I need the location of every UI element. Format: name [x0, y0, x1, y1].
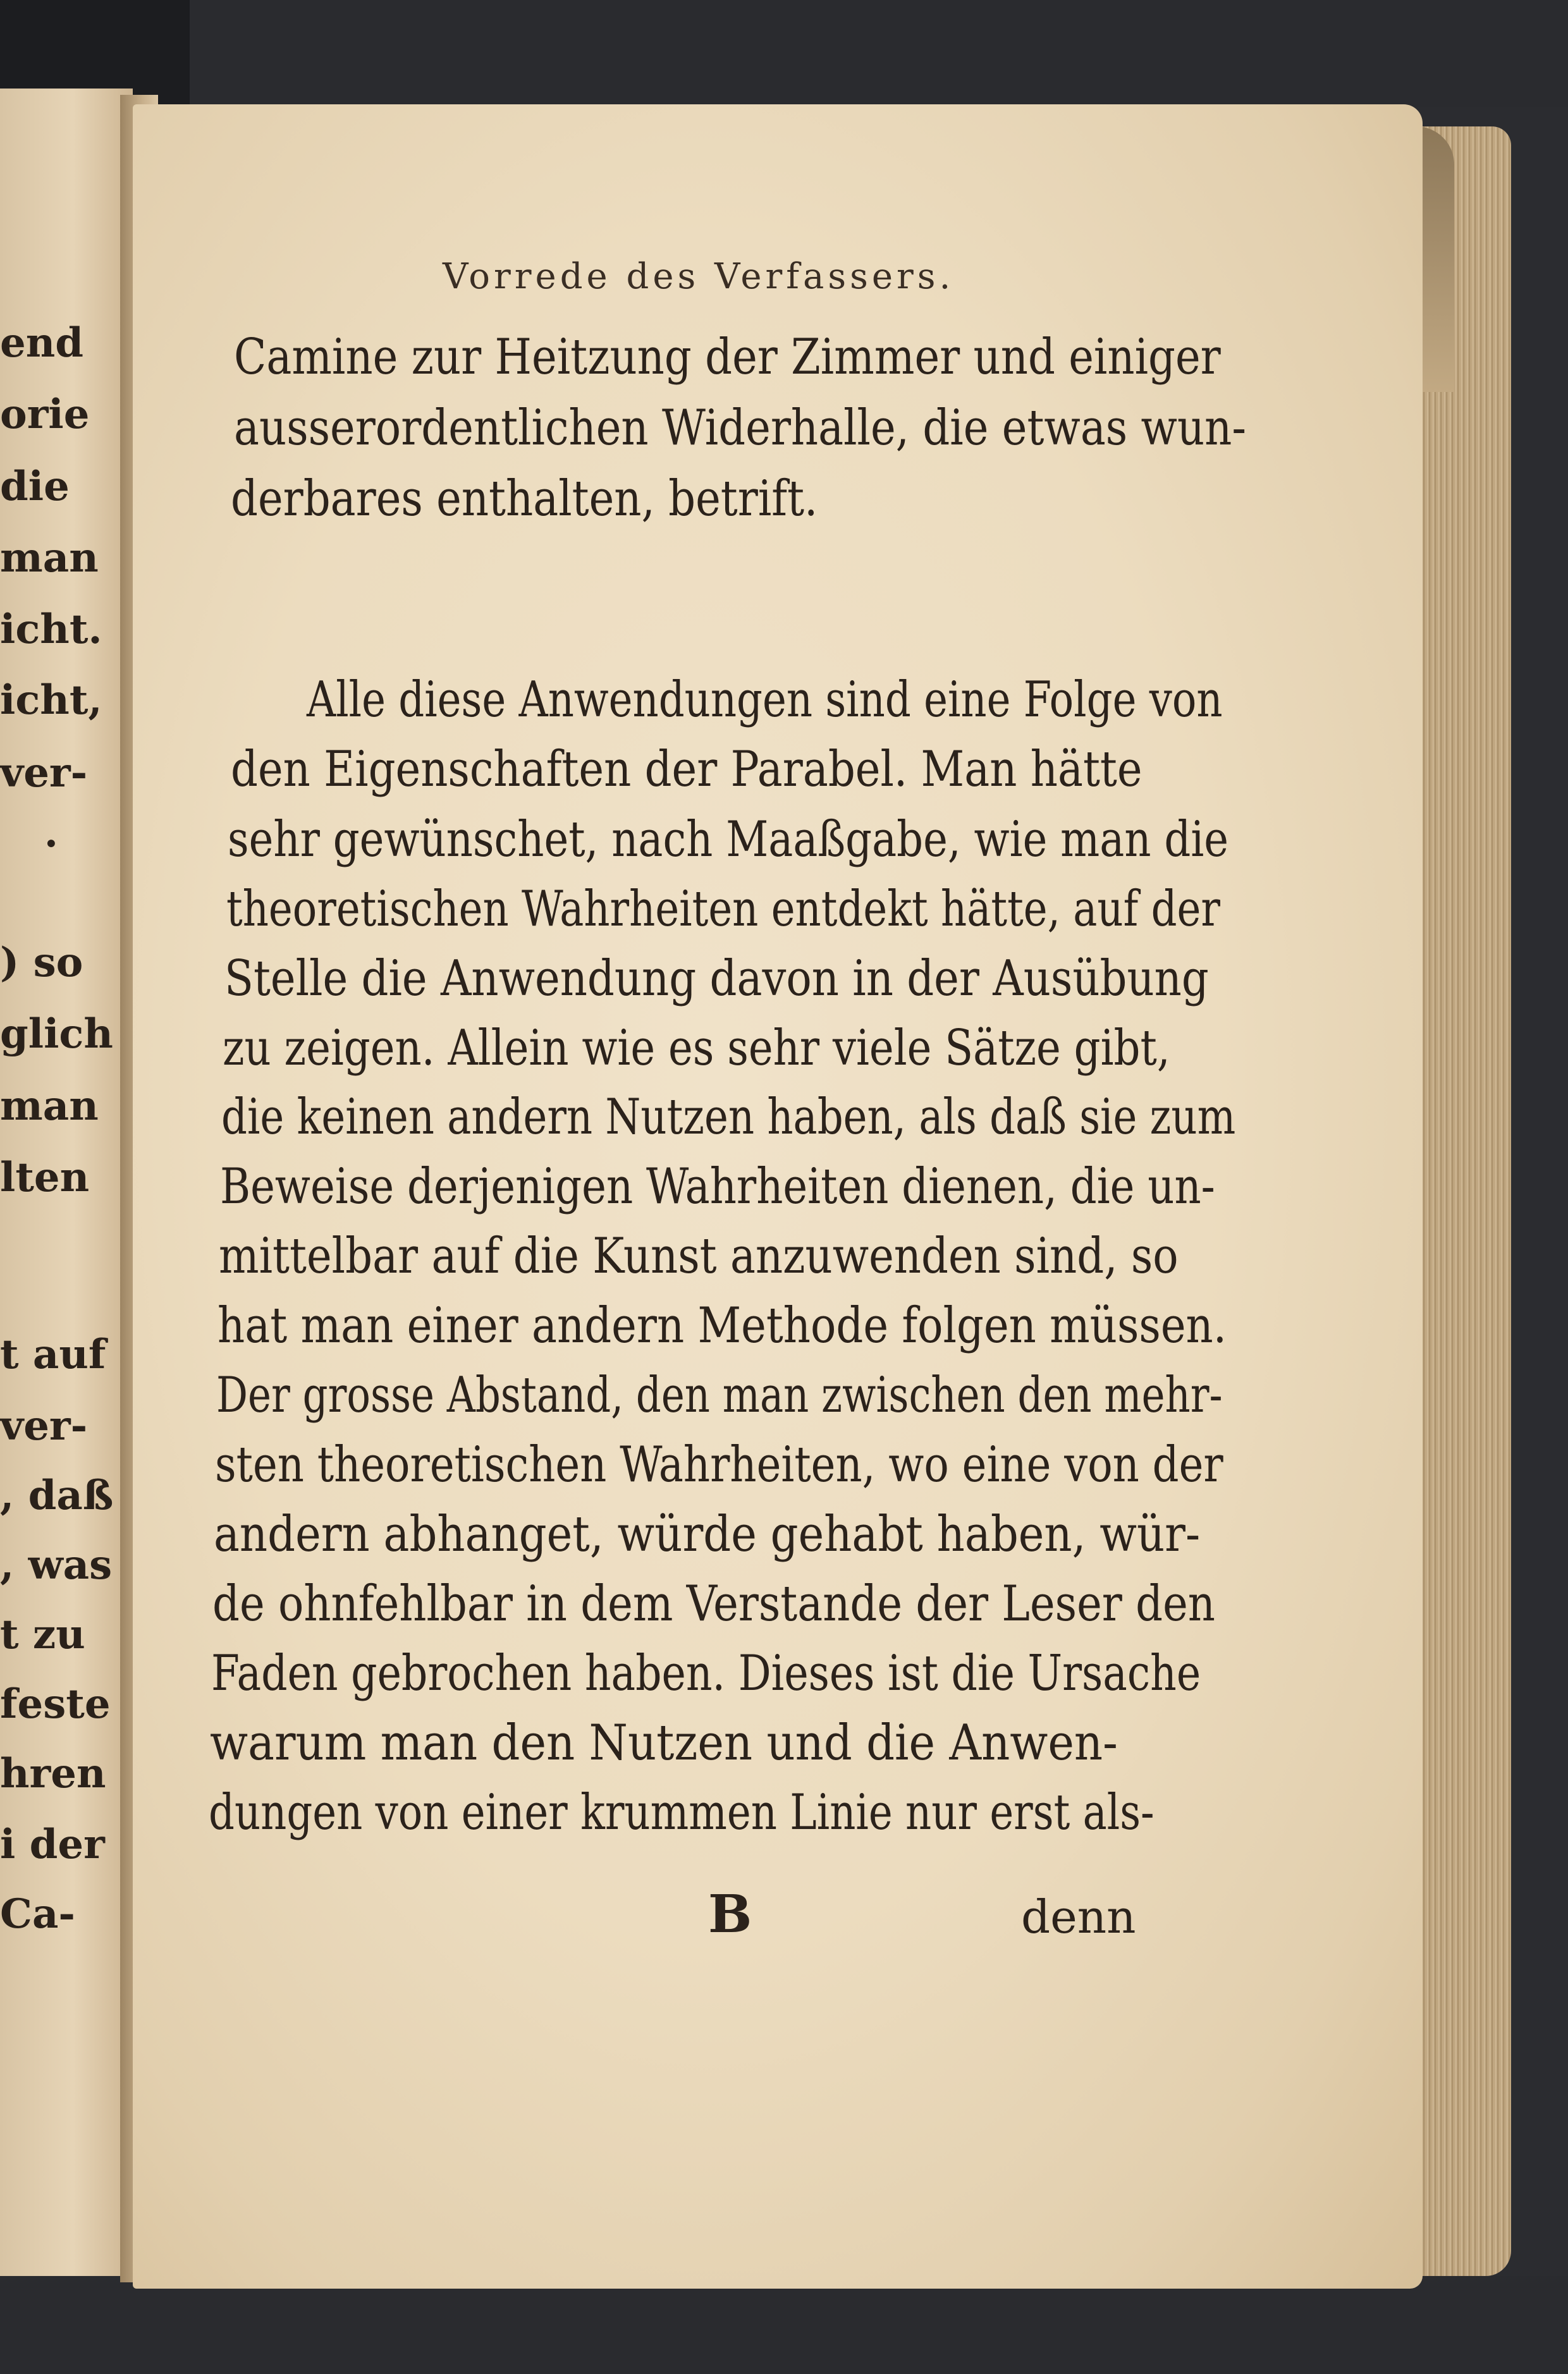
left-page-fragment: end	[0, 319, 83, 367]
background-bottom	[0, 2276, 1568, 2374]
running-header: Vorrede des Verfassers.	[443, 256, 955, 297]
text-line: sten theoretischen Wahrheiten, wo eine von der	[215, 1436, 1223, 1493]
text-line: sehr gewünschet, nach Maaßgabe, wie man die	[228, 811, 1229, 868]
left-page-fragment: orie	[0, 391, 90, 438]
left-page-fragment: die	[0, 463, 70, 510]
catchword: denn	[1021, 1890, 1136, 1943]
left-page-fragment: feste	[0, 1680, 111, 1728]
text-line: Beweise derjenigen Wahrheiten dienen, die un-	[220, 1158, 1215, 1215]
left-page-fragment: ver-	[0, 1402, 88, 1450]
text-line: derbares enthalten, betrift.	[231, 470, 818, 527]
text-line: mittelbar auf die Kunst anzuwenden sind, so	[219, 1228, 1179, 1285]
left-page-fragment: ) so	[0, 939, 83, 986]
text-line: hat man einer andern Methode folgen müssen.	[217, 1297, 1227, 1354]
left-page-fragment: man	[0, 534, 99, 582]
left-page-fragment: .	[44, 809, 58, 857]
left-page-fragment: man	[0, 1082, 99, 1130]
left-page-fragment: , daß	[0, 1472, 114, 1519]
text-line: Faden gebrochen haben. Dieses ist die Ursache	[211, 1645, 1201, 1702]
text-line: den Eigenschaften der Parabel. Man hätte	[231, 741, 1142, 798]
left-page-fragment: lten	[0, 1154, 90, 1201]
left-page-fragment: icht,	[0, 676, 102, 724]
background-top	[0, 0, 1568, 107]
signature-mark: B	[708, 1884, 752, 1945]
left-page-fragment: t zu	[0, 1611, 85, 1658]
left-page-fragment: hren	[0, 1750, 106, 1797]
text-line: Der grosse Abstand, den man zwischen den mehr-	[216, 1367, 1223, 1424]
text-line: die keinen andern Nutzen haben, als daß sie zum	[221, 1089, 1236, 1146]
left-page-fragment: i der	[0, 1821, 105, 1868]
left-page-fragment: Ca-	[0, 1890, 75, 1938]
text-line: ausserordentlichen Widerhalle, die etwas wun-	[234, 400, 1247, 456]
text-line: theoretischen Wahrheiten entdekt hätte, auf der	[226, 881, 1220, 938]
text-line: zu zeigen. Allein wie es sehr viele Sätze gibt,	[223, 1020, 1170, 1077]
previous-page-strip	[0, 89, 133, 2276]
left-page-fragment: glich	[0, 1010, 113, 1058]
text-line: andern abhanget, würde gehabt haben, wür-	[214, 1506, 1201, 1563]
text-line: Alle diese Anwendungen sind eine Folge von	[307, 671, 1223, 728]
text-line: dungen von einer krummen Linie nur erst als-	[209, 1784, 1155, 1841]
text-line: Camine zur Heitzung der Zimmer und einiger	[234, 329, 1221, 386]
text-line: de ohnfehlbar in dem Verstande der Leser den	[212, 1576, 1216, 1632]
left-page-fragment: t auf	[0, 1331, 106, 1378]
left-page-fragment: ver-	[0, 749, 88, 797]
text-line: Stelle die Anwendung davon in der Ausübung	[224, 950, 1209, 1007]
text-line: warum man den Nutzen und die Anwen-	[210, 1715, 1118, 1771]
left-page-fragment: icht.	[0, 606, 102, 653]
left-page-fragment: , was	[0, 1541, 113, 1589]
